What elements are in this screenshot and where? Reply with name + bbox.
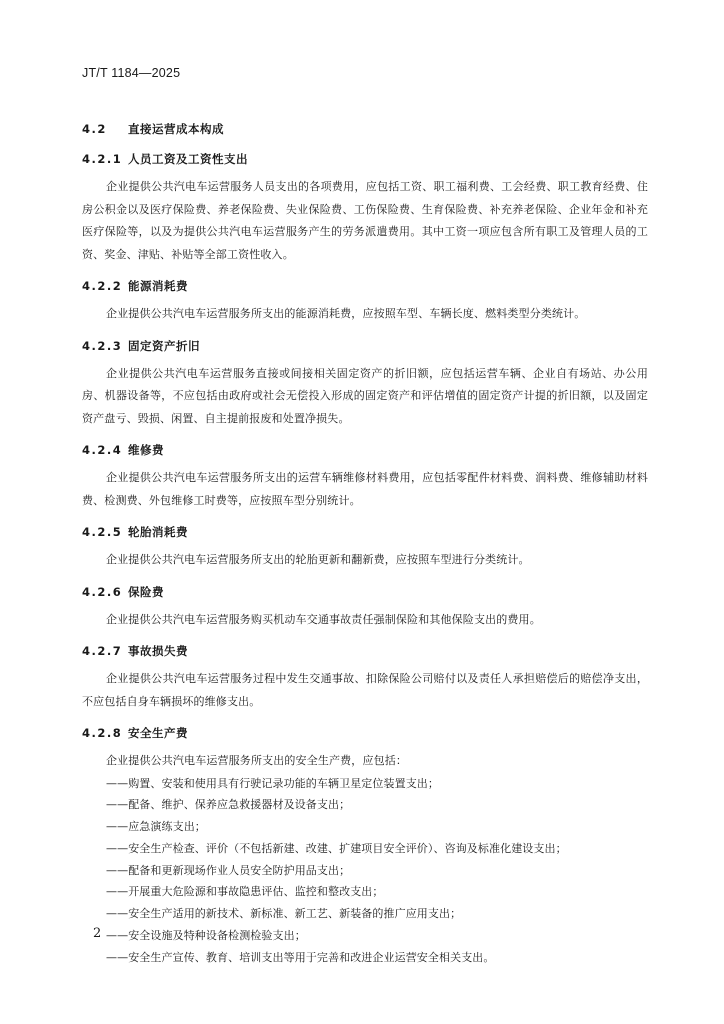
- list-item: ——配备、维护、保养应急救援器材及设备支出；: [106, 798, 351, 812]
- section-intro-4-2-8: 企业提供公共汽电车运营服务所支出的安全生产费，应包括：: [106, 754, 408, 767]
- list-item: ——安全设施及特种设备检测检验支出；: [106, 929, 306, 943]
- section-number: 4.2.5: [82, 525, 123, 539]
- section-heading-4-2: [82, 118, 648, 140]
- list-item: ——安全生产检查、评价（不包括新建、改建、扩建项目安全评价）、咨询及标准化建设支出；: [106, 841, 567, 855]
- section-number: 4.2.2: [82, 279, 123, 293]
- section-heading-4-2-5: [82, 521, 648, 543]
- section-number: 4.2.6: [82, 584, 123, 599]
- section-paragraph-4-2-6: 企业提供公共汽电车运营服务购买机动车交通事故责任强制保险和其他保险支出的费用。: [106, 612, 541, 626]
- list-item: ——应急演练支出；: [106, 820, 206, 834]
- section-heading-4-2-4: [82, 439, 648, 461]
- section-title: 维修费: [128, 443, 164, 457]
- section-title: 保险费: [128, 584, 164, 599]
- section-heading-4-2-1: [82, 148, 648, 170]
- section-paragraph-4-2-2: 企业提供公共汽电车运营服务所支出的能源消耗费，应按照车型、车辆长度、燃料类型分类统计。: [106, 307, 586, 320]
- section-number: 4.2.4: [82, 443, 123, 457]
- section-number: 4.2.1: [82, 152, 123, 166]
- section-title: 直接运营成本构成: [128, 122, 224, 136]
- section-title: 能源消耗费: [128, 279, 188, 293]
- section-heading-4-2-2: [82, 275, 648, 297]
- list-item: ——安全生产适用的新技术、新标准、新工艺、新装备的推广应用支出；: [106, 907, 462, 921]
- section-heading-4-2-3: [82, 335, 648, 357]
- safety-cost-list: [82, 773, 648, 969]
- list-item: ——购置、安装和使用具有行驶记录功能的车辆卫星定位装置支出；: [106, 776, 439, 790]
- list-item: ——配备和更新现场作业人员安全防护用品支出；: [106, 863, 351, 877]
- section-paragraph-4-2-4: 企业提供公共汽电车运营服务所支出的运营车辆维修材料费用，应包括零配件材料费、润料费、维修辅助材料费、检测费、外包维修工时费等，应按照车型分别统计。: [82, 471, 648, 507]
- section-paragraph-4-2-5: 企业提供公共汽电车运营服务所支出的轮胎更新和翻新费，应按照车型进行分类统计。: [106, 553, 530, 566]
- section-title: 固定资产折旧: [128, 338, 200, 353]
- section-title: 轮胎消耗费: [128, 525, 188, 539]
- section-paragraph-4-2-7: 企业提供公共汽电车运营服务过程中发生交通事故、扣除保险公司赔付以及责任人承担赔偿后的赔偿净支出，不应包括自身车辆损坏的维修支出。: [82, 672, 648, 708]
- section-heading-4-2-8: [82, 722, 648, 744]
- section-title: 事故损失费: [128, 644, 188, 658]
- section-number: 4.2.8: [82, 726, 123, 740]
- list-item: ——安全生产宣传、教育、培训支出等用于完善和改进企业运营安全相关支出。: [106, 950, 495, 964]
- section-heading-4-2-7: [82, 640, 648, 662]
- section-number: 4.2.3: [82, 338, 123, 353]
- section-heading-4-2-6: [82, 581, 648, 603]
- section-title: 人员工资及工资性支出: [128, 152, 248, 166]
- document-body: [82, 118, 648, 969]
- list-item: ——开展重大危险源和事故隐患评估、监控和整改支出；: [106, 885, 384, 899]
- page-number: 2: [93, 926, 102, 941]
- standard-code-header: JT/T 1184—2025: [82, 66, 181, 80]
- section-paragraph-4-2-1: 企业提供公共汽电车运营服务人员支出的各项费用，应包括工资、职工福利费、工会经费、职工教育经费、住房公积金以及医疗保险费、养老保险费、失业保险费、工伤保险费、生育保险费、补充养老保险、企业年金和补充医疗保险等，以及为提供公共汽电车运营服务产生的劳务派遣费用。其中工资一项应包含所有职工及管理人员的工资、奖金、津贴、补贴等全部工资性收入。: [82, 180, 648, 261]
- section-paragraph-4-2-3: 企业提供公共汽电车运营服务直接或间接相关固定资产的折旧额，应包括运营车辆、企业自有场站、办公用房、机器设备等，不应包括由政府或社会无偿投入形成的固定资产和评估增值的固定资产计提的折旧额，以及固定资产盘亏、毁损、闲置、自主提前报废和处置净损失。: [82, 366, 648, 425]
- section-title: 安全生产费: [128, 726, 188, 740]
- section-number: 4.2: [82, 122, 107, 136]
- section-number: 4.2.7: [82, 644, 123, 658]
